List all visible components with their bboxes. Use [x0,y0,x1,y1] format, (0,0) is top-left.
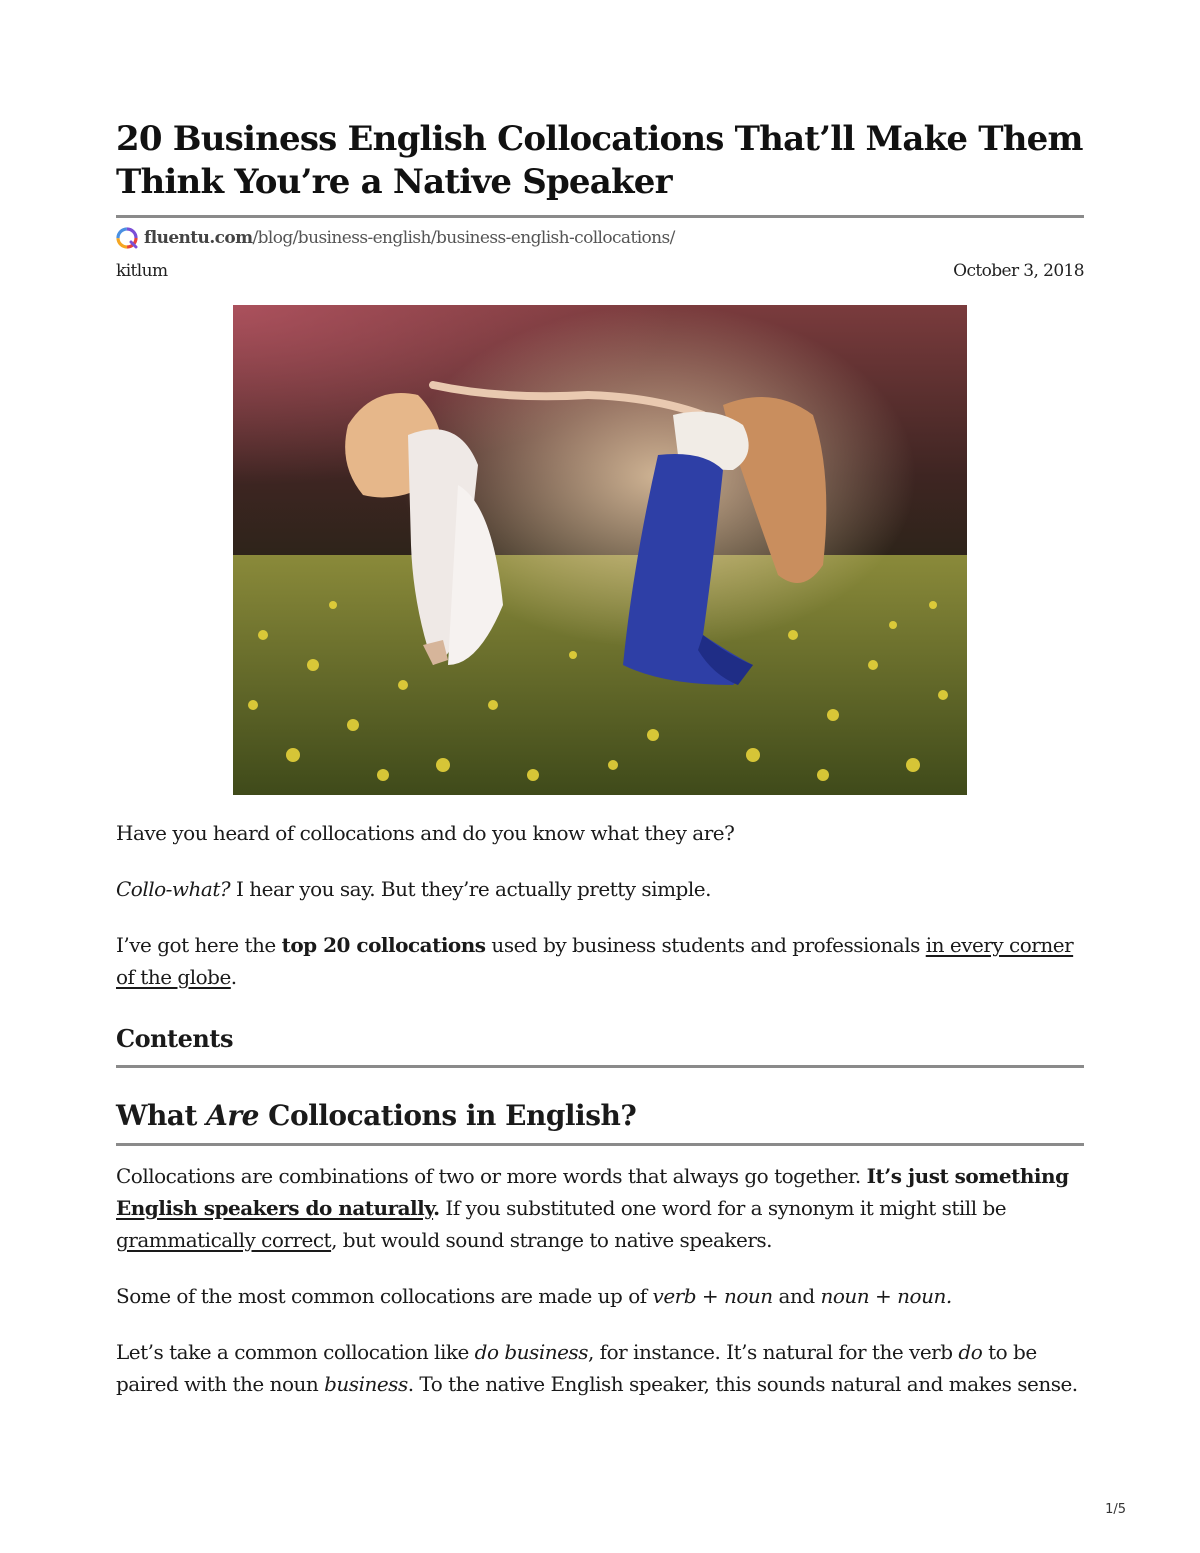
intro-paragraph-2: Collo-what? I hear you say. But they’re actually pretty simple. [116,877,711,901]
section-paragraph-2: Some of the most common collocations are made up of verb + noun and noun + noun. [116,1284,952,1308]
contents-divider [116,1065,1084,1068]
article [116,118,1084,1400]
english-speakers-link[interactable]: English speakers do naturally [116,1196,434,1220]
source-path[interactable]: /blog/business-english/business-english-collocations/ [252,228,675,248]
author: kitlum [116,261,168,281]
section-paragraph-3: Let’s take a common collocation like do business, for instance. It’s natural for the verb do to be paired with the noun business. To the native English speaker, this sounds natural and makes sense. [116,1340,1078,1396]
title-divider [116,215,1084,218]
grammatically-correct-link[interactable]: grammatically correct [116,1228,332,1252]
article-title: 20 Business English Collocations That’ll Make Them Think You’re a Native Speaker [116,119,1083,202]
section-paragraph-1: Collocations are combinations of two or more words that always go together. It’s just something English speakers do naturally. If you substituted one word for a synonym it might still be grammatically correct, but would sound strange to native speakers. [116,1164,1069,1252]
contents-heading: Contents [116,1024,233,1053]
globe-link[interactable]: in every corner of the globe [116,933,1074,989]
publish-date: October 3, 2018 [953,261,1084,281]
section-heading: What Are Collocations in English? [116,1099,637,1132]
intro-paragraph-3: I’ve got here the top 20 collocations used by business students and professionals in every corner of the globe. [116,933,1074,989]
collo-what-emphasis: Collo-what? [116,877,231,901]
section-divider [116,1143,1084,1146]
source-host[interactable]: fluentu.com [144,228,253,248]
source-url[interactable] [116,227,1084,249]
page-number: 1/5 [1105,1502,1126,1517]
article-meta [116,261,1084,281]
fluentu-favicon-icon [116,227,138,249]
hero-image [233,305,967,795]
top-20-emphasis: top 20 collocations [281,933,486,957]
intro-paragraph-1: Have you heard of collocations and do you know what they are? [116,821,735,845]
